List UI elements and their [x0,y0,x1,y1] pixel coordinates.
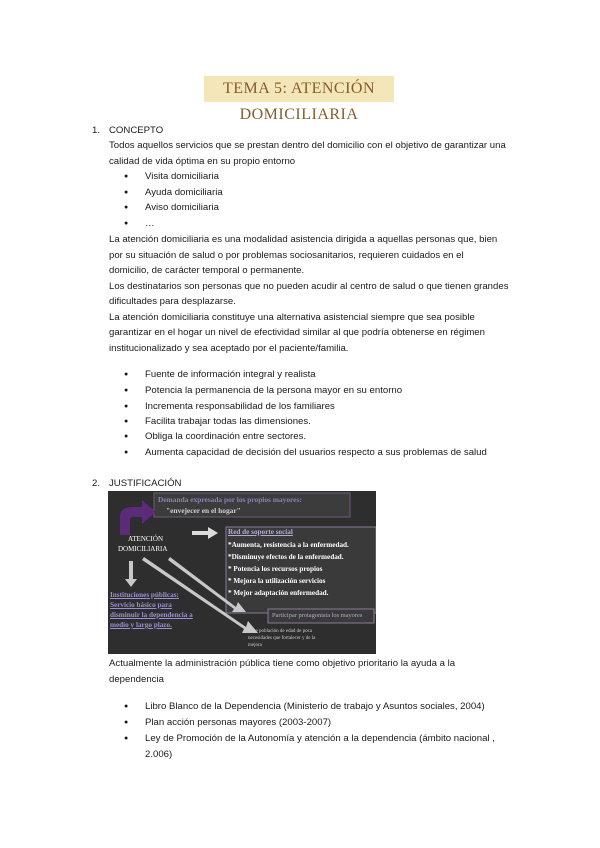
participate-text: Participar protagonista los mayores [272,612,363,619]
down-arrow-icon [125,561,137,587]
paragraph-line: institucionalizado y sea aceptado por el paciente/familia. [109,343,349,354]
type-item: ● Visita domiciliaria [145,171,219,183]
institutions-line: Instituciones públicas: [110,591,179,599]
benefit-item: ● Facilita trabajar todas las dimensiones. [145,416,311,428]
support-heading: Red de soporte social [228,528,293,536]
demand-text: Demanda expresada por los propios mayores: [158,495,302,504]
paragraph-line: dificultades para desplazarse. [109,296,236,307]
paragraph-line: La atención domiciliaria constituye una alternativa asistencial siempre que sea posible [109,312,475,323]
support-item: *Disminuye efectos de la enfermedad. [228,553,344,561]
curved-arrow-icon [120,500,156,535]
small-note: mejora [248,643,262,648]
support-item: * Mejora la utilización servicios [228,577,326,585]
justification-diagram [108,491,376,654]
after-line: dependencia [109,674,164,685]
section-1-number: 1. [92,125,101,136]
paragraph-line: Los destinatarios son personas que no pueden acudir al centro de salud o que tienen grandes [109,281,509,292]
center-label: ATENCIÓN [128,535,163,543]
law-item-continuation: 2.006) [145,749,173,760]
benefit-item: ● Incrementa responsabilidad de los familiares [145,401,335,413]
section-1-heading: CONCEPTO [109,125,164,136]
support-item: * Mejor adaptación enfermedad. [228,589,329,597]
section-2-heading: JUSTIFICACIÓN [109,478,182,489]
law-item: ● Libro Blanco de la Dependencia (Ministerio de trabajo y Asuntos sociales, 2004) [145,701,485,713]
intro-line: calidad de vida óptima en su propio entorno [109,156,296,167]
benefit-item: ● Fuente de información integral y realista [145,369,316,381]
law-item: ● Ley de Promoción de la Autonomía y atención a la dependencia (ámbito nacional , [145,733,495,745]
institutions-line: Servicio básico para [110,601,172,609]
type-item: ● Aviso domiciliaria [145,202,219,214]
intro-line: Todos aquellos servicios que se prestan dentro del domicilio con el objetivo de garantizar una [109,140,506,151]
paragraph-line: La atención domiciliaria es una modalidad asistencia dirigida a aquellas personas que, bien [109,234,498,245]
benefit-item: ● Obliga la coordinación entre sectores. [145,431,306,443]
paragraph-line: domicilio, de carácter temporal o permanente. [109,265,305,276]
type-item: ● Ayuda domiciliaria [145,187,223,199]
paragraph-line: por su situación de salud o por problemas sociosanitarios, requieren cuidados en el [109,250,464,261]
page-title: TEMA 5: ATENCIÓN DOMICILIARIA [204,76,394,102]
paragraph-line: garantizar en el hogar un nivel de efectividad similar al que podría obtenerse en régimen [109,327,485,338]
law-item: ● Plan acción personas mayores (2003-2007) [145,717,331,729]
benefit-item: ● Aumenta capacidad de decisión del usuarios respecto a sus problemas de salud [145,447,487,459]
small-note: Ante población de edad de poca [248,629,313,634]
center-label: DOMICILIARIA [118,545,168,553]
institutions-line: disminuir la dependencia a [110,611,193,619]
support-item: *Aumenta, resistencia a la enfermedad. [228,541,349,549]
benefit-item: ● Potencia la permanencia de la persona mayor en su entorno [145,385,402,397]
institutions-line: medio y largo plazo. [110,621,172,629]
support-item: * Potencia los recursos propios [228,565,323,573]
right-arrow-icon [192,527,218,539]
small-note: necesidades que fortalecer y de la [248,636,316,641]
section-2-number: 2. [92,478,101,489]
demand-quote: "envejecer en el hogar" [166,506,241,515]
after-line: Actualmente la administración pública tiene como objetivo prioritario la ayuda a la [109,658,456,669]
type-item: ● … [145,218,155,230]
